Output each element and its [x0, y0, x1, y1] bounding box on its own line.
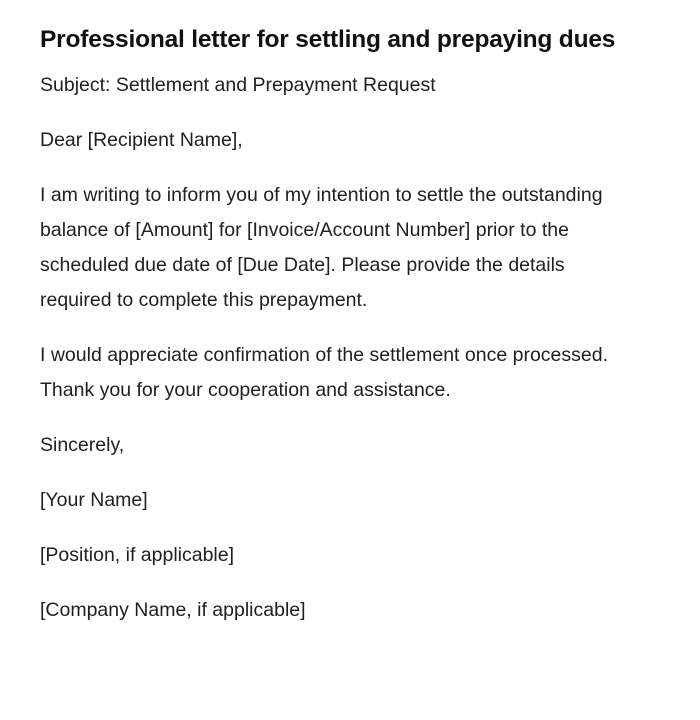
letter-body-paragraph-2: I would appreciate confirmation of the settlement once processed. Thank you for your cooperation and assistance. — [40, 344, 608, 401]
letter — [40, 18, 640, 648]
letter-subject: Subject: Settlement and Prepayment Request — [40, 74, 436, 96]
signature-position: [Position, if applicable] — [40, 544, 235, 566]
signature-name: [Your Name] — [40, 489, 148, 511]
letter-salutation: Dear [Recipient Name], — [40, 129, 243, 151]
signature-company: [Company Name, if applicable] — [40, 599, 306, 621]
letter-title: Professional letter for settling and prepaying dues — [40, 26, 616, 53]
letter-body-paragraph-1: I am writing to inform you of my intention to settle the outstanding balance of [Amount] for [Invoice/Account Number] prior to the scheduled due date of [Due Date]. Please provide the details required to complete this prepayment. — [40, 184, 603, 311]
letter-closing: Sincerely, — [40, 434, 125, 456]
